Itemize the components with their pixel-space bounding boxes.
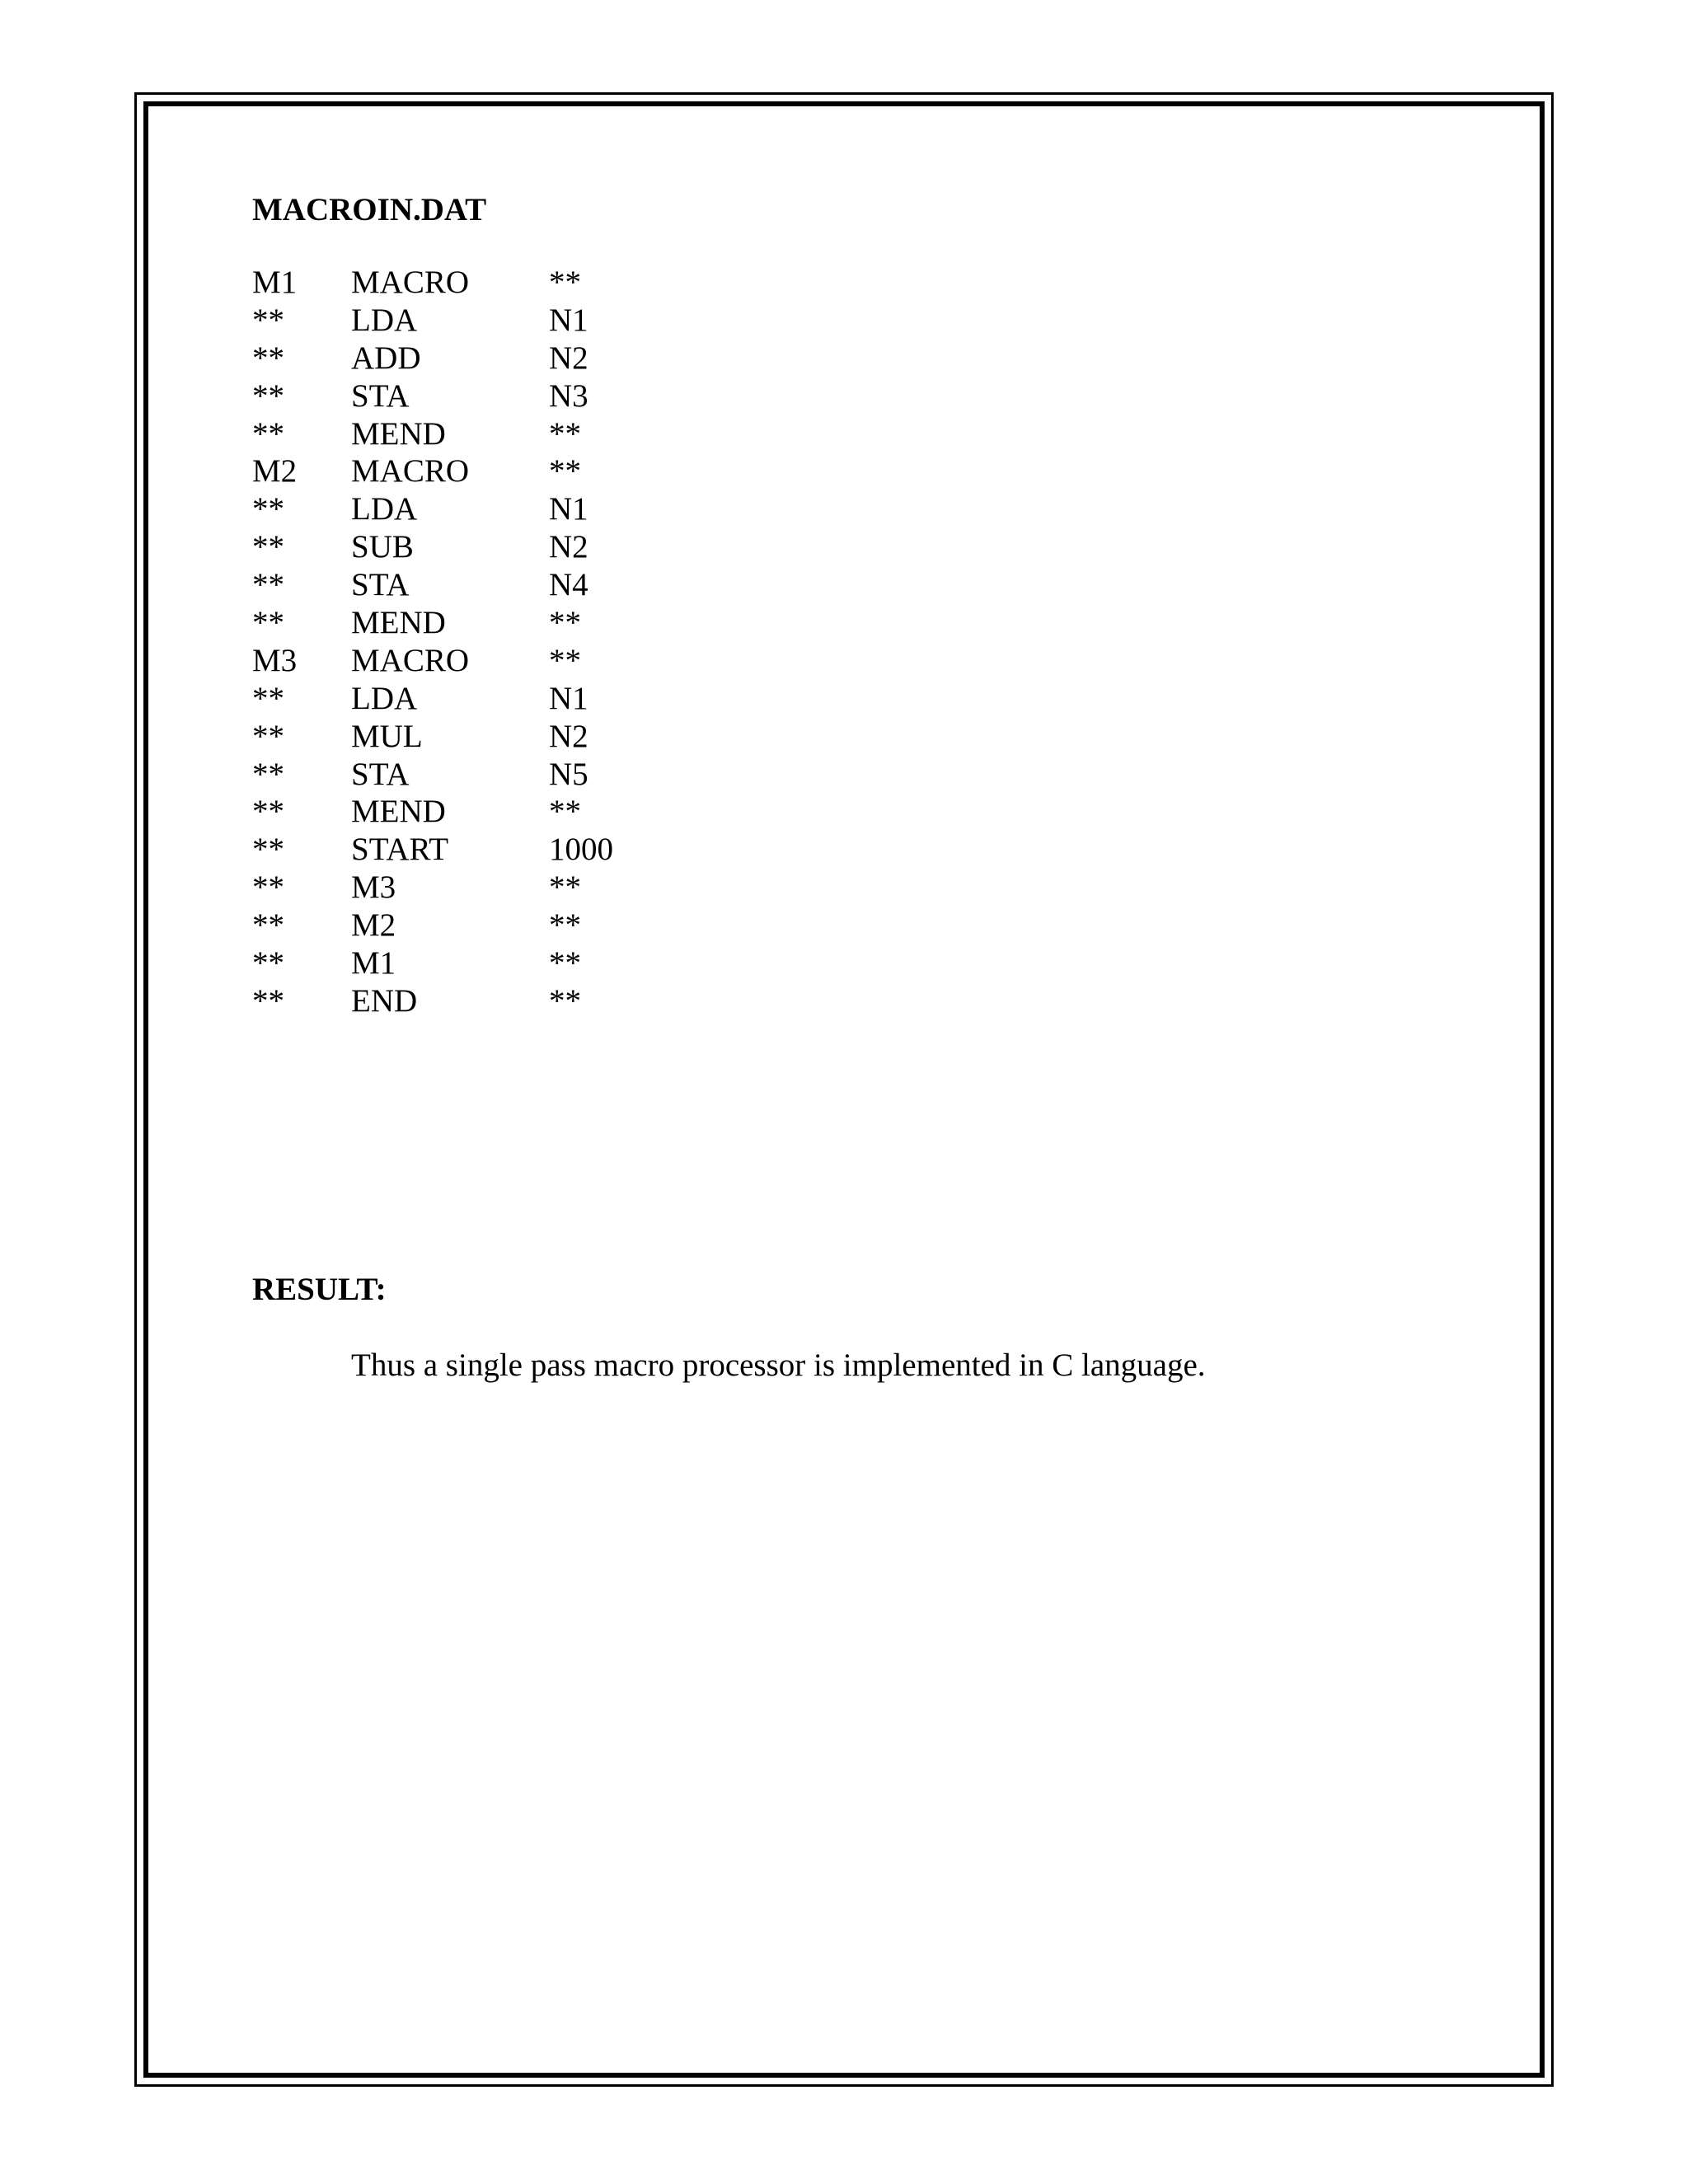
macro-listing [252, 264, 1489, 1020]
listing-operand: N2 [549, 718, 588, 754]
listing-operand: ** [549, 982, 581, 1019]
listing-row [252, 907, 1489, 944]
listing-opcode: MEND [351, 415, 446, 452]
listing-label: ** [252, 302, 284, 338]
listing-operand: 1000 [549, 832, 613, 868]
listing-opcode: STA [351, 377, 410, 414]
listing-operand: N1 [549, 491, 588, 527]
listing-label: ** [252, 567, 284, 603]
listing-operand: ** [549, 945, 581, 982]
listing-opcode: MACRO [351, 642, 470, 678]
listing-row [252, 982, 1489, 1020]
listing-row [252, 528, 1489, 566]
listing-label: ** [252, 794, 284, 830]
listing-operand: ** [549, 907, 581, 944]
listing-row [252, 718, 1489, 756]
listing-label: ** [252, 756, 284, 792]
listing-label: ** [252, 832, 284, 868]
listing-row [252, 756, 1489, 794]
listing-opcode: START [351, 832, 449, 868]
listing-row [252, 831, 1489, 869]
listing-operand: N2 [549, 340, 588, 376]
listing-row [252, 944, 1489, 982]
listing-opcode: ADD [351, 340, 421, 376]
listing-operand: N2 [549, 529, 588, 565]
listing-label: ** [252, 529, 284, 565]
listing-operand: ** [549, 869, 581, 906]
listing-opcode: LDA [351, 491, 418, 527]
listing-opcode: LDA [351, 302, 418, 338]
listing-operand: ** [549, 453, 581, 490]
listing-operand: ** [549, 605, 581, 641]
listing-row [252, 377, 1489, 415]
listing-row [252, 340, 1489, 377]
result-text: Thus a single pass macro processor is implemented in C language. [351, 1347, 1206, 1383]
listing-label: ** [252, 945, 284, 982]
listing-opcode: STA [351, 756, 410, 792]
result-heading: RESULT: [252, 1271, 387, 1307]
listing-row [252, 264, 1489, 302]
listing-opcode: STA [351, 567, 410, 603]
listing-operand: N5 [549, 756, 588, 792]
listing-opcode: MACRO [351, 453, 470, 490]
listing-operand: N3 [549, 377, 588, 414]
listing-opcode: MACRO [351, 265, 470, 300]
listing-row [252, 604, 1489, 642]
listing-row [252, 680, 1489, 718]
listing-opcode: MEND [351, 605, 446, 641]
listing-row [252, 869, 1489, 907]
listing-row [252, 452, 1489, 490]
listing-opcode: MEND [351, 794, 446, 830]
listing-operand: ** [549, 642, 581, 678]
listing-label: ** [252, 907, 284, 944]
listing-operand: N1 [549, 302, 588, 338]
listing-operand: N4 [549, 567, 588, 603]
listing-row [252, 490, 1489, 528]
listing-opcode: M2 [351, 907, 396, 944]
listing-opcode: M3 [351, 869, 396, 906]
listing-opcode: END [351, 982, 418, 1019]
listing-label: ** [252, 415, 284, 452]
listing-label: ** [252, 869, 284, 906]
listing-row [252, 566, 1489, 604]
listing-opcode: M1 [351, 945, 396, 982]
listing-label: M1 [252, 265, 298, 300]
listing-label: ** [252, 680, 284, 716]
document-content [252, 191, 1489, 1385]
listing-operand: ** [549, 415, 581, 452]
listing-label: ** [252, 377, 284, 414]
listing-operand: ** [549, 794, 581, 830]
listing-opcode: MUL [351, 718, 423, 754]
listing-label: M3 [252, 642, 298, 678]
listing-label: ** [252, 605, 284, 641]
listing-opcode: SUB [351, 529, 414, 565]
listing-operand: N1 [549, 680, 588, 716]
listing-operand: ** [549, 265, 581, 300]
listing-label: M2 [252, 453, 298, 490]
file-title: MACROIN.DAT [252, 192, 487, 227]
listing-row [252, 302, 1489, 340]
listing-row [252, 642, 1489, 680]
listing-row [252, 415, 1489, 453]
listing-label: ** [252, 491, 284, 527]
listing-label: ** [252, 340, 284, 376]
listing-label: ** [252, 982, 284, 1019]
listing-label: ** [252, 718, 284, 754]
listing-opcode: LDA [351, 680, 418, 716]
listing-row [252, 793, 1489, 831]
